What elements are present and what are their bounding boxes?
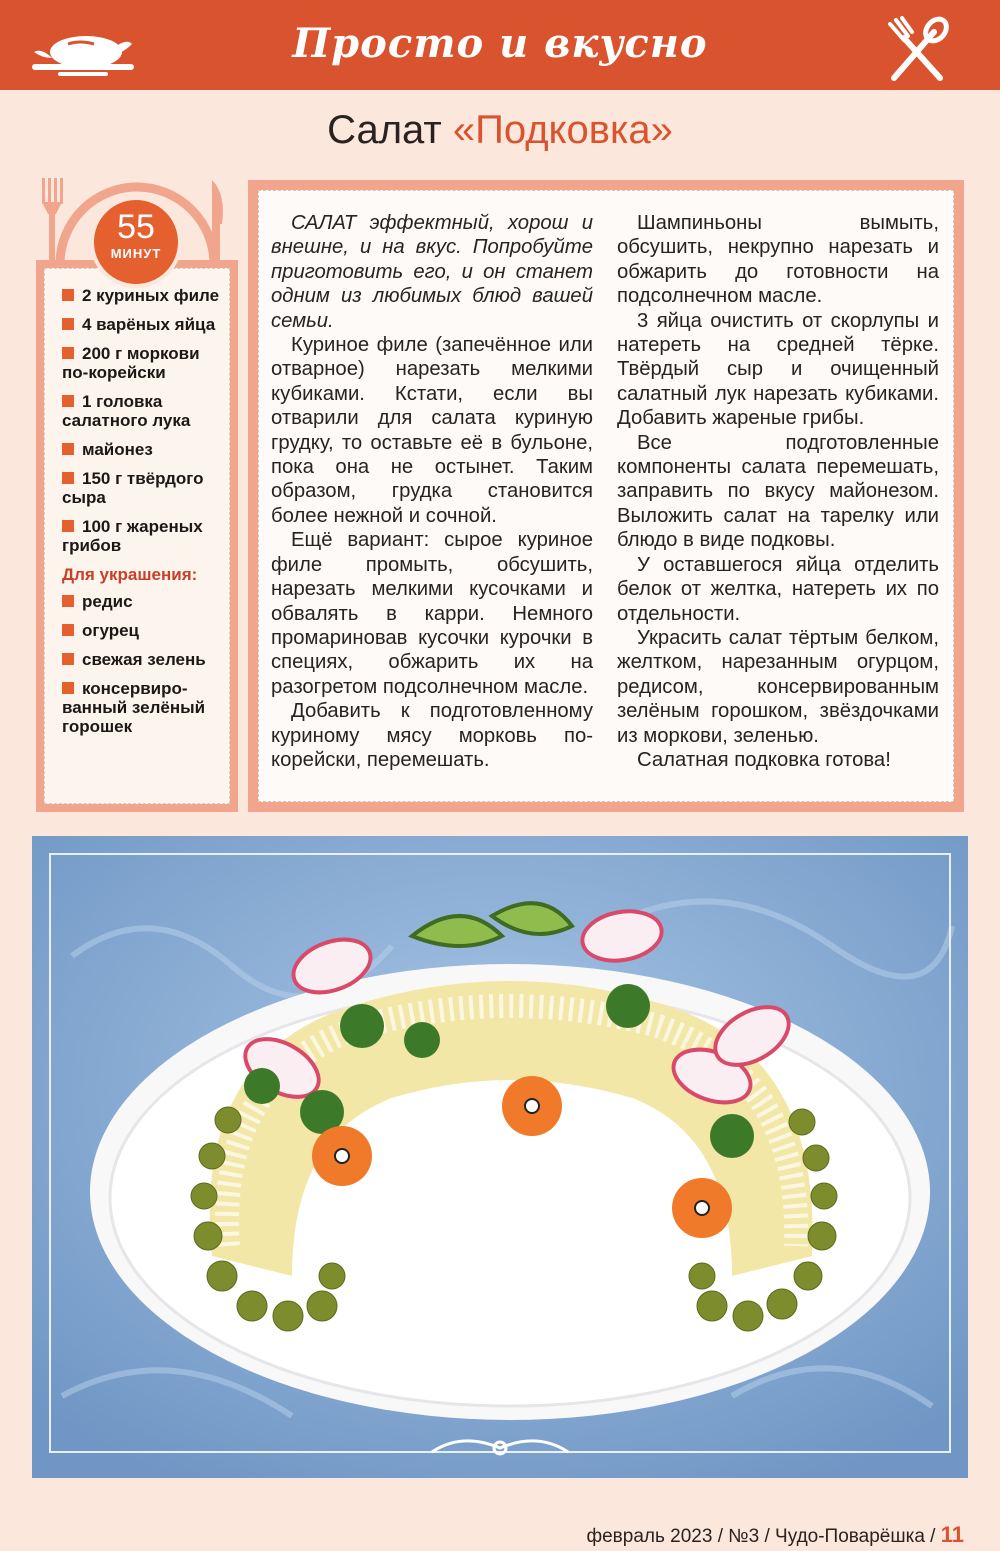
section-title: Просто и вкусно <box>292 20 708 67</box>
ingredient-item: 100 г жареных грибов <box>62 517 226 555</box>
decoration-item: свежая зелень <box>62 650 226 669</box>
recipe-column-2 <box>617 211 939 772</box>
decoration-item: редис <box>62 592 226 611</box>
decoration-item: огурец <box>62 621 226 640</box>
decoration-heading: Для украшения: <box>62 565 198 584</box>
recipe-paragraph: Ещё вариант: сырое куриное филе промыть, обсушить, нарезать мелкими кусочками и обвалять в карри. Немного промариновав кусочки курочки в специях, обжарить их на разогретом подсолнечном масле. <box>271 529 593 698</box>
salad-photo <box>32 836 968 1478</box>
recipe-paragraph: Украсить салат тёртым белком, желтком, нарезанным огурцом, редисом, консервированным зелёным горошком, звёздочками из моркови, зеленью. <box>617 626 939 747</box>
recipe-paragraph: Шампиньоны вымыть, обсушить, некрупно нарезать и обжарить до готовности на подсолнечном масле. <box>617 212 939 308</box>
page-footer <box>0 1522 964 1548</box>
ingredient-item: 2 куриных филе <box>62 286 226 305</box>
recipe-paragraph: 3 яйца очистить от скорлупы и натереть на средней тёрке. Твёрдый сыр и очищенный салатный лук нарезать кубиками. Добавить жареные грибы. <box>617 309 939 430</box>
ingredient-item: майонез <box>62 440 226 459</box>
issue-info: февраль 2023 / №3 / Чудо-Поварёшка / <box>586 1526 941 1547</box>
recipe-column-1 <box>271 211 593 772</box>
cooking-time-unit: МИНУТ <box>110 246 162 261</box>
cooking-time-badge <box>90 196 182 288</box>
recipe-title <box>0 108 1000 153</box>
recipe-paragraph: У оставшегося яйца отделить белок от желтка, натереть их по отдельности. <box>617 553 939 625</box>
ingredient-item: 1 головка салатного лука <box>62 392 226 430</box>
ingredient-item: 150 г твёрдого сыра <box>62 469 226 507</box>
ingredients-list <box>62 286 226 746</box>
fork-icon <box>40 178 64 264</box>
recipe-title-prefix: Салат <box>327 108 453 152</box>
recipe-paragraph: Куриное филе (запечённое или отварное) нарезать мелкими кубиками. Кстати, если вы отварили для салата куриную грудку, то оставьте её в бульоне, пока она не остынет. Таким образом, грудка становится более нежной и сочной. <box>271 334 593 527</box>
ingredient-item: 200 г моркови по-корейски <box>62 344 226 382</box>
recipe-text-panel <box>248 180 964 812</box>
salad-illustration <box>32 836 968 1478</box>
recipe-paragraph: Салатная подковка готова! <box>637 748 891 771</box>
section-header <box>0 0 1000 90</box>
recipe-intro: САЛАТ эффектный, хорош и внешне, и на вкус. Попробуйте приготовить его, и он станет одним из любимых блюд вашей семьи. <box>271 212 593 332</box>
knife-icon <box>208 180 226 264</box>
page-number: 11 <box>940 1522 964 1547</box>
fork-spoon-icon <box>882 16 952 84</box>
decoration-item: консервиро-ванный зелёный горошек <box>62 679 226 736</box>
cooking-time-value: 55 <box>117 208 155 246</box>
ingredient-item: 4 варёных яйца <box>62 315 226 334</box>
recipe-title-name: «Подковка» <box>452 108 673 152</box>
recipe-paragraph: Добавить к подготовленному куриному мясу морковь по-корейски, перемешать. <box>271 700 593 771</box>
recipe-text-box <box>258 190 954 802</box>
recipe-paragraph: Все подготовленные компоненты салата перемешать, заправить по вкусу майонезом. Выложить салат на тарелку или блюдо в виде подковы. <box>617 431 939 552</box>
